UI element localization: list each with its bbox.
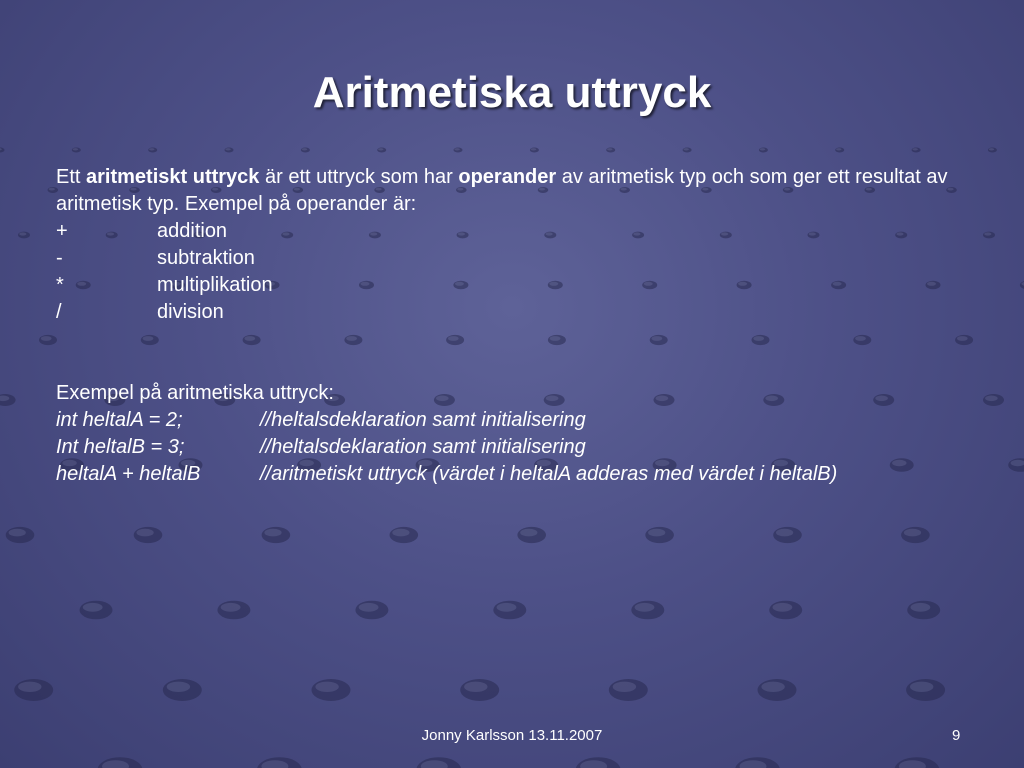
slide-body [56,164,986,488]
footer-page-number: 9 [952,727,961,744]
examples-heading: Exempel på aritmetiska uttryck: [56,382,334,404]
background-dot-highlight [836,148,841,150]
example-row [56,434,986,461]
background-dot-highlight [359,603,379,612]
background-dot-highlight [497,603,517,612]
background-dot-highlight [913,148,918,150]
background-dot-highlight [454,148,459,150]
example-code: Int heltalB = 3; [56,436,185,458]
operator-row [56,272,986,299]
background-dot-highlight [464,682,487,692]
background-dot-highlight [773,603,793,612]
example-comment: //heltalsdeklaration samt initialisering [260,409,586,431]
background-dot-highlight [776,529,793,537]
background-dot-highlight [167,682,190,692]
background-dot-highlight [137,529,154,537]
background-dot-highlight [910,682,933,692]
background-dot-highlight [635,603,655,612]
operator-row [56,245,986,272]
background-dot-highlight [315,682,338,692]
operator-name: subtraktion [157,247,255,269]
background-dot-highlight [149,148,154,150]
background-dot-highlight [83,603,103,612]
background-dot-highlight [911,603,931,612]
operator-symbol: * [56,274,64,296]
operator-name: division [157,301,224,323]
intro-text-1: Ett [56,166,87,188]
background-dot-highlight [41,336,52,341]
background-dot-highlight [684,148,689,150]
operator-symbol: - [56,247,63,269]
background-dot-highlight [264,529,281,537]
example-comment: //aritmetiskt uttryck (värdet i heltalA adderas med värdet i heltalB) [260,463,838,485]
background-dot-highlight [989,148,994,150]
term-operander: operander [458,166,557,188]
background-dot-highlight [531,148,536,150]
background-dot-highlight [520,529,537,537]
operator-name: multiplikation [157,274,273,296]
background-dot-highlight [985,396,998,402]
background-dot-highlight [225,148,230,150]
background-dot-highlight [302,148,307,150]
background-dot-highlight [613,682,636,692]
example-comment: //heltalsdeklaration samt initialisering [260,436,586,458]
background-dot-highlight [19,232,26,235]
background-dot-highlight [904,529,921,537]
operator-name: addition [157,220,228,242]
background-dot-highlight [49,188,55,191]
footer-author-date: Jonny Karlsson 13.11.2007 [421,727,603,744]
intro-text-3: av aritmetisk typ och som ger ett resultat av aritmetisk typ. Exempel på operander är: [56,166,948,215]
operator-row [56,218,986,245]
background-dot-highlight [760,148,765,150]
operator-row [56,299,986,326]
example-row [56,461,986,488]
operator-symbol: / [56,301,62,323]
background-dot-highlight [392,529,409,537]
spacer [56,326,986,380]
background-dot-highlight [378,148,383,150]
background-dot-highlight [73,148,78,150]
slide-title: Aritmetiska uttryck [312,68,712,117]
intro-paragraph [56,164,986,218]
background-dot-highlight [18,682,41,692]
example-code: heltalA + heltalB [56,463,201,485]
example-row [56,407,986,434]
background-dot-highlight [648,529,665,537]
background-dot-highlight [221,603,241,612]
background-dot-highlight [9,529,26,537]
term-aritmetiskt-uttryck: aritmetiskt uttryck [86,166,260,188]
background-dot-highlight [761,682,784,692]
example-code: int heltalA = 2; [56,409,183,431]
operator-symbol: + [56,220,68,242]
background-dot-highlight [607,148,612,150]
intro-text-2: är ett uttryck som har [259,166,459,188]
